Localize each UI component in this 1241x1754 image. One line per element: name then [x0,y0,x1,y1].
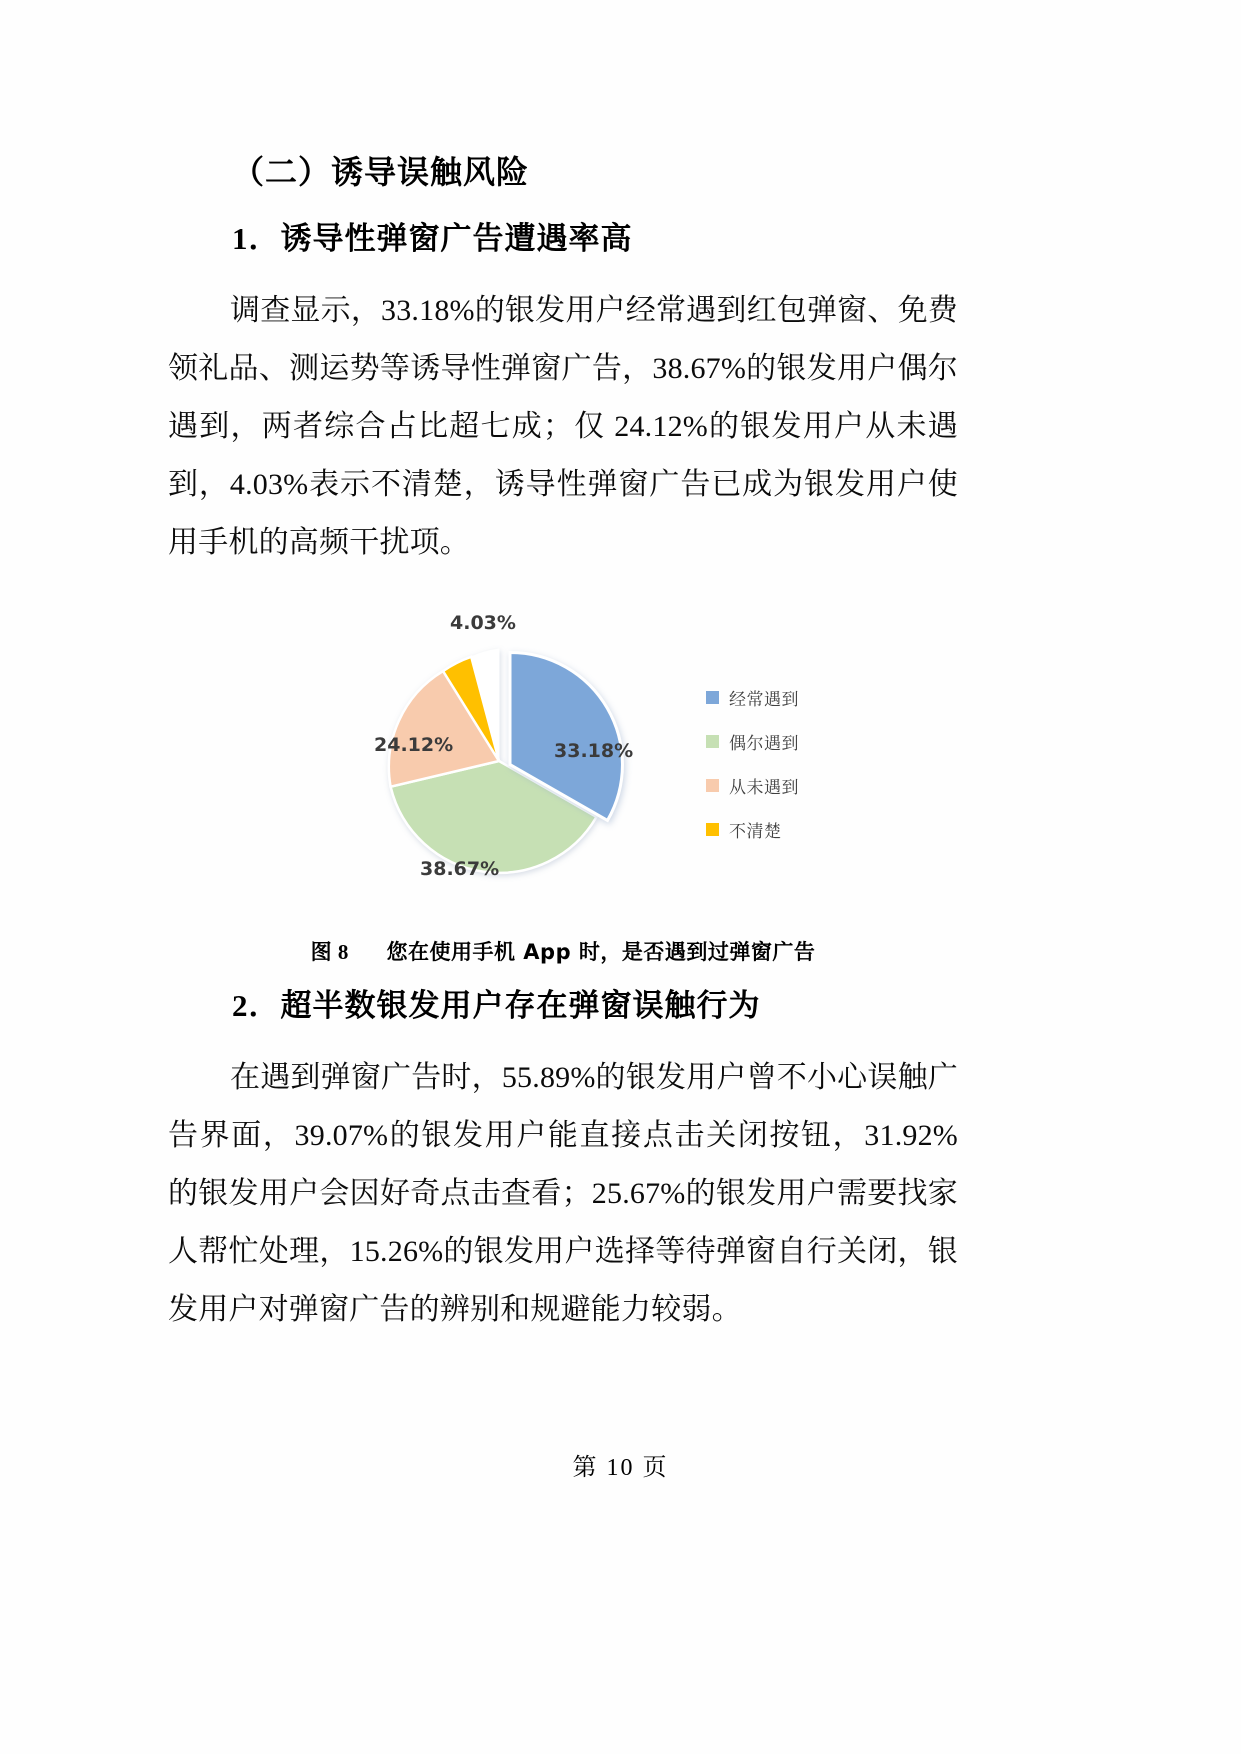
legend-label: 偶尔遇到 [729,734,799,755]
figure-caption-number: 图 8 [310,939,349,964]
sub-heading-2: 2．超半数银发用户存在弹窗误触行为 [232,987,761,1023]
legend-item-unclear [706,808,906,852]
pie-value-label-unclear: 4.03% [450,611,516,634]
legend-item-never [706,764,906,808]
pie-value-label-never: 24.12% [374,733,454,756]
pie-value-label-frequent: 33.18% [554,739,634,762]
legend-swatch-icon [706,823,719,836]
legend-label: 从未遇到 [729,778,799,799]
figure-caption-text: 您在使用手机 App 时，是否遇到过弹窗广告 [386,939,816,964]
paragraph-2: 在遇到弹窗广告时，55.89%的银发用户曾不小心误触广告界面，39.07%的银发用户能直接点击关闭按钮，31.92%的银发用户会因好奇点击查看；25.67%的银发用户需要找家人帮忙处理，15.26%的银发用户选择等待弹窗自行关闭，银发用户对弹窗广告的辨别和规避能力较弱。 [168,1060,958,1326]
page-footer: 第 10 页 [572,1455,669,1481]
pie-value-label-occasional: 38.67% [420,857,500,880]
pie-chart [328,588,948,918]
legend-item-frequent [706,676,906,720]
figure-caption [168,936,958,966]
pie-graphic [358,611,658,906]
legend-swatch-icon [706,691,719,704]
legend-item-occasional [706,720,906,764]
paragraph-1: 调查显示，33.18%的银发用户经常遇到红包弹窗、免费领礼品、测运势等诱导性弹窗广告，38.67%的银发用户偶尔遇到，两者综合占比超七成；仅 24.12%的银发用户从未遇到，4.03%表示不清楚，诱导性弹窗广告已成为银发用户使用手机的高频干扰项。 [168,293,958,559]
legend-label: 经常遇到 [729,690,799,711]
page-content [168,0,958,1339]
legend-swatch-icon [706,735,719,748]
sub-heading-1: 1．诱导性弹窗广告遭遇率高 [232,220,633,256]
section-heading: （二）诱导误触风险 [232,154,530,190]
chart-legend [706,676,906,852]
legend-swatch-icon [706,779,719,792]
legend-label: 不清楚 [729,822,782,843]
figure-8 [168,588,958,918]
